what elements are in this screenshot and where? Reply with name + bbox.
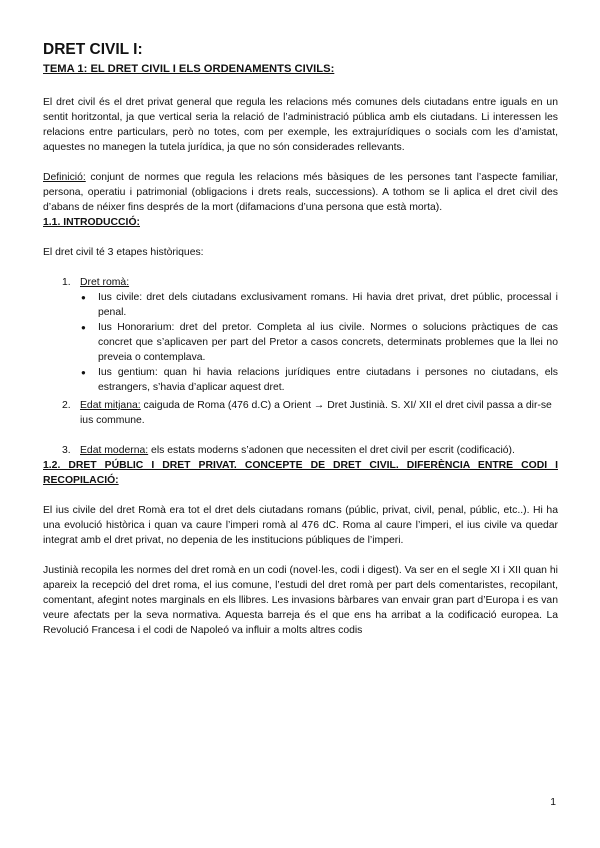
bullet-item: ● Ius gentium: quan hi havia relacions jurídiques entre ciutadans i persones no ciutadans, els estrangers, s’havia d’aplicar aquest dret. (80, 365, 558, 395)
topic-title: TEMA 1: EL DRET CIVIL I ELS ORDENAMENTS CIVILS: (43, 63, 335, 75)
stage-text: els estats moderns s’adonen que necessiten el dret civil per escrit (codificació). (148, 445, 515, 456)
stage-number: 1. (62, 277, 71, 288)
bullet-item: ● Ius civile: dret dels ciutadans exclusivament romans. Hi havia dret privat, dret públic, processal i penal. (80, 290, 558, 320)
historical-stages-list (43, 275, 558, 458)
stage-number: 3. (62, 445, 71, 456)
bullet-item: ● Ius Honorarium: dret del pretor. Completa al ius civile. Normes o solucions pràctiques de cas concret que s’aplicaven per part del Pretor a casos concrets, determinats problemes que la llei no preveia o contemplava. (80, 320, 558, 365)
stage-number: 2. (62, 400, 71, 411)
definition-text: conjunt de normes que regula les relacions més bàsiques de les persones tant l’aspecte familiar, persona, operatiu i patrimonial (obligacions i drets reals, successions). A tothom se li aplica el dret civil des d’abans de néixer fins després de la mort (difamacions d’una persona que està morta). (43, 172, 558, 213)
document-title: DRET CIVIL I: (43, 41, 143, 58)
stage-item (43, 443, 558, 458)
page-number: 1 (550, 797, 556, 808)
section-heading-introduccio: 1.1. INTRODUCCIÓ: (43, 217, 140, 228)
stage-text: caiguda de Roma (476 d.C) a Orient → Dret Justinià. S. XI/ XII el dret civil passa a dir-se ius commune. (80, 400, 552, 426)
document-page (43, 40, 558, 638)
stage-item (43, 398, 558, 428)
stage-label: Edat mitjana: (80, 400, 141, 411)
stage-label: Dret romà: (80, 277, 130, 288)
section-lead: El dret civil té 3 etapes històriques: (43, 247, 204, 258)
intro-paragraph: El dret civil és el dret privat general que regula les relacions més comunes dels ciutadans entre iguals en un sentit horitzontal, ja que vertical seria la relació de l’administració pública amb els ciutadans. Li interessen les relacions entre particulars, però no totes, com per exemple, les extrajurídiques o socials com les d’amistat, aquestes no manegen la tutela jurídica, ja que no són considerades rellevants. (43, 97, 558, 153)
body-paragraph: El ius civile del dret Romà era tot el dret dels ciutadans romans (públic, privat, civil, penal, públic, etc..). Hi ha una evolució històrica i quan va caure l’imperi romà al 476 dC. Roma al caure l’imperi, el ius civile va quedar integrat amb el dret privat, no depenia de les institucions públiques de l’imperi. (43, 505, 558, 546)
stage-item (43, 275, 558, 395)
body-paragraph: Justinià recopila les normes del dret romà en un codi (novel·les, codi i digest). Va ser en el segle XI i XII quan hi apareix la recepció del dret roma, el ius comune, l’estudi del dret romà per part dels comentaristes, recopilant, comentant, afegint notes marginals en els llibres. Les invasions bàrbares van envair gran part d’Europa i es van veure afectats per la seva normativa. Aquesta barreja és el que ens ha arribat a la codificació europea. La Revolució Francesa i el codi de Napoleó va influir a molts altres codis (43, 565, 558, 636)
definition-paragraph (43, 170, 558, 215)
definition-label: Definició: (43, 172, 86, 183)
stage-bullet-list (80, 290, 558, 395)
section-heading-dret-public-privat: 1.2. DRET PÚBLIC I DRET PRIVAT. CONCEPTE DE DRET CIVIL. DIFERÈNCIA ENTRE CODI I RECOPILACIÓ: (43, 460, 558, 486)
stage-label: Edat moderna: (80, 445, 149, 456)
